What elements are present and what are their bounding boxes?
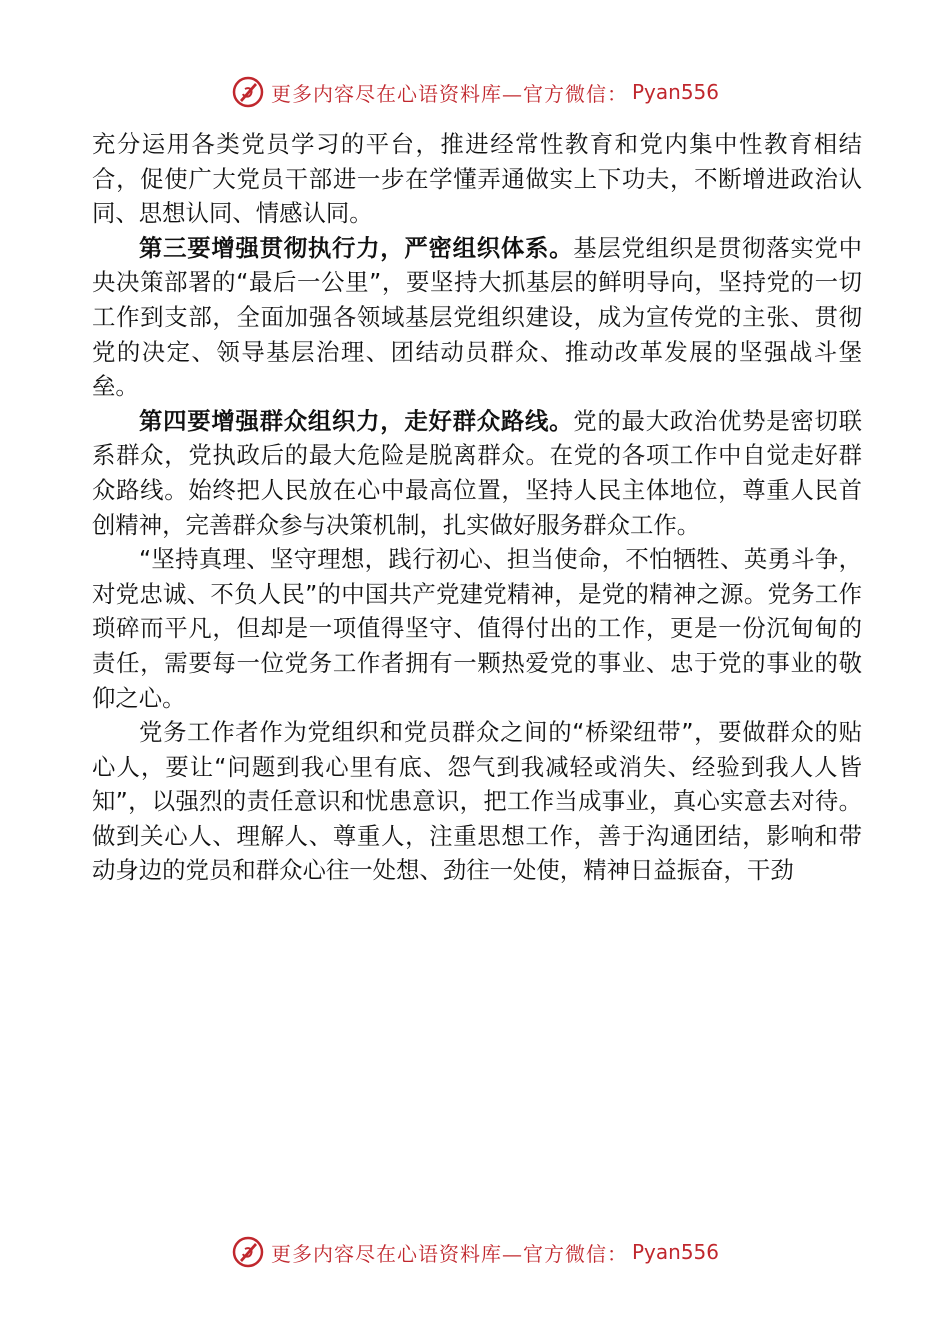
paragraph-4 [92, 542, 862, 715]
paragraph-3 [92, 404, 862, 542]
quill-seal-icon [231, 75, 265, 109]
paragraph-5-text: 党务工作者作为党组织和党员群众之间的“桥梁纽带”，要做群众的贴心人，要让“问题到我心里有底、怨气到我减轻或消失、经验到我人人皆知”，以强烈的责任意识和忧患意识，把工作当成事业，真心实意去对待。做到关心人、理解人、尊重人，注重思想工作，善于沟通团结，影响和带动身边的党员和群众心往一处想、劲往一处使，精神日益振奋，干劲 [92, 718, 862, 885]
watermark-wechat-id: Pyan556 [631, 1240, 719, 1264]
document-body [92, 127, 862, 888]
paragraph-3-text: 党的最大政治优势是密切联系群众，党执政后的最大危险是脱离群众。在党的各项工作中自觉走好群众路线。始终把人民放在心中最高位置，坚持人民主体地位，尊重人民首创精神，完善群众参与决策机制，扎实做好服务群众工作。 [92, 406, 863, 539]
watermark-text: 更多内容尽在心语资料库—官方微信： [270, 1241, 628, 1266]
paragraph-4-text: “坚持真理、坚守理想，践行初心、担当使命，不怕牺牲、英勇斗争，对党忠诚、不负人民”的中国共产党建党精神，是党的精神之源。党务工作琐碎而平凡，但却是一项值得坚守、值得付出的工作，更是一份沉甸甸的责任，需要每一位党务工作者拥有一颗热爱党的事业、忠于党的事业的敬仰之心。 [92, 545, 862, 712]
paragraph-3-lead: 第四要增强群众组织力，走好群众路线。 [139, 406, 574, 435]
quill-seal-icon [231, 1235, 265, 1269]
paragraph-5 [92, 715, 862, 888]
watermark-wechat-id: Pyan556 [631, 80, 719, 104]
header-watermark [0, 70, 950, 114]
paragraph-1-text: 充分运用各类党员学习的平台，推进经常性教育和党内集中性教育相结合，促使广大党员干部进一步在学懂弄通做实上下功夫，不断增进政治认同、思想认同、情感认同。 [92, 130, 862, 228]
paragraph-2-text: 基层党组织是贯彻落实党中央决策部署的“最后一公里”，要坚持大抓基层的鲜明导向，坚持党的一切工作到支部，全面加强各领域基层党组织建设，成为宣传党的主张、贯彻党的决定、领导基层治理、团结动员群众、推动改革发展的坚强战斗堡垒。 [92, 233, 863, 401]
paragraph-1 [92, 127, 862, 231]
watermark-text: 更多内容尽在心语资料库—官方微信： [270, 81, 628, 106]
footer-watermark [0, 1230, 950, 1274]
paragraph-2-lead: 第三要增强贯彻执行力，严密组织体系。 [139, 233, 574, 262]
paragraph-2 [92, 231, 862, 404]
